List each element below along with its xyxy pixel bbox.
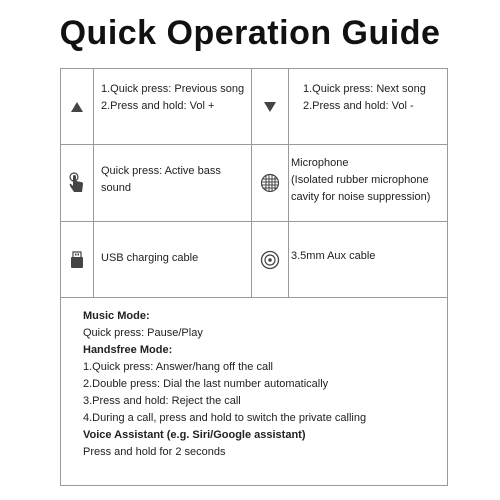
page-title: Quick Operation Guide bbox=[59, 14, 441, 52]
modes-panel bbox=[60, 298, 448, 486]
handsfree-mode-heading: Handsfree Mode: bbox=[83, 344, 173, 356]
music-mode-heading: Music Mode: bbox=[83, 310, 150, 322]
operation-table bbox=[60, 68, 448, 298]
previous-song-instructions: 1.Quick press: Previous song 2.Press and hold: Vol + bbox=[101, 83, 245, 112]
aux-port-icon bbox=[251, 221, 288, 299]
microphone-grille-icon bbox=[251, 144, 288, 221]
column-divider bbox=[288, 69, 289, 297]
music-mode-line: Quick press: Pause/Play bbox=[83, 327, 203, 339]
handsfree-line: 3.Press and hold: Reject the call bbox=[83, 395, 241, 407]
next-song-instructions: 1.Quick press: Next song 2.Press and hold: Vol - bbox=[303, 83, 426, 112]
triangle-up-icon bbox=[61, 69, 93, 144]
handsfree-line: 2.Double press: Dial the last number automatically bbox=[83, 378, 329, 390]
column-divider bbox=[93, 69, 94, 297]
voice-assistant-heading: Voice Assistant (e.g. Siri/Google assistant) bbox=[83, 429, 306, 441]
aux-cable-description: 3.5mm Aux cable bbox=[291, 250, 376, 262]
usb-cable-description: USB charging cable bbox=[101, 252, 199, 264]
usb-plug-icon bbox=[61, 221, 93, 299]
voice-assistant-line: Press and hold for 2 seconds bbox=[83, 446, 226, 458]
finger-press-icon bbox=[61, 144, 93, 221]
triangle-down-icon bbox=[251, 69, 288, 144]
bass-instructions: Quick press: Active bass sound bbox=[101, 165, 221, 194]
handsfree-line: 1.Quick press: Answer/hang off the call bbox=[83, 361, 273, 373]
microphone-description: Microphone (Isolated rubber microphone cavity for noise suppression) bbox=[291, 157, 431, 203]
handsfree-line: 4.During a call, press and hold to switch the private calling bbox=[83, 412, 367, 424]
